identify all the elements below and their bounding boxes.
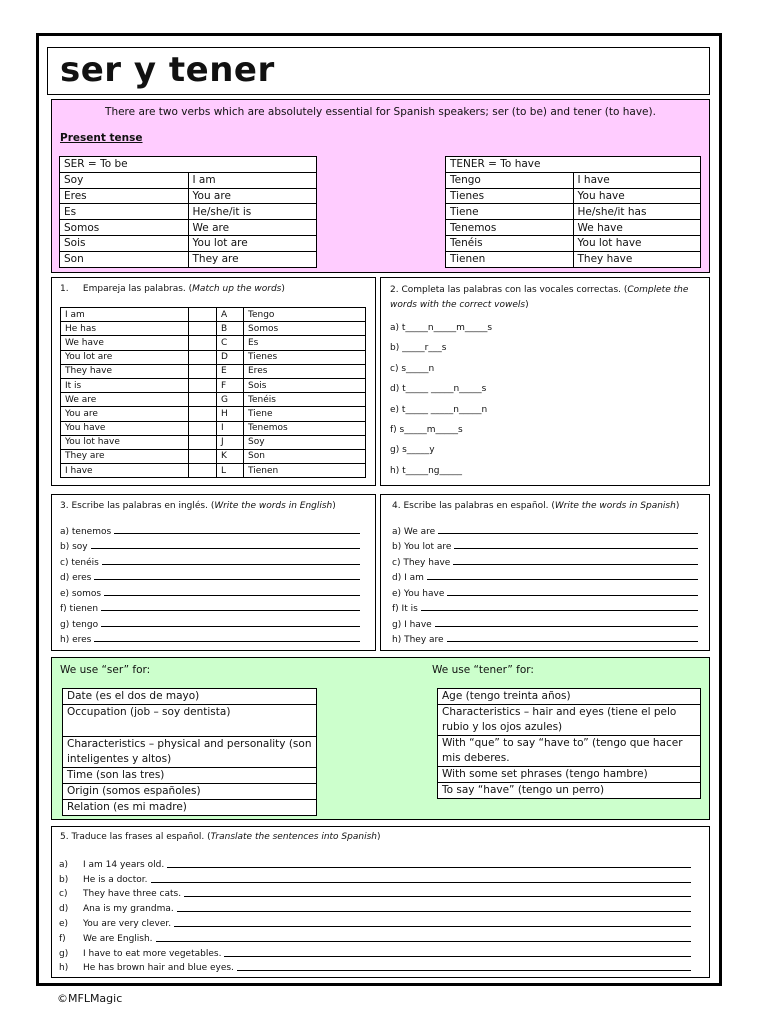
spanish-form: Tenéis	[446, 235, 574, 251]
prompt-label: b) You lot are	[392, 542, 452, 552]
list-item[interactable]: h) t_____ng_____	[390, 465, 463, 476]
table-row	[438, 705, 701, 736]
english-phrase: He has	[61, 322, 189, 336]
table-row	[438, 767, 701, 783]
list-item[interactable]: c) s_____n	[390, 363, 435, 374]
sentence: We are English.	[83, 933, 153, 944]
answer-line[interactable]	[94, 579, 360, 580]
english-phrase: You have	[61, 421, 189, 435]
item-key: e)	[59, 918, 69, 929]
sentence: You are very clever.	[83, 918, 172, 929]
table-row	[61, 435, 366, 449]
english-meaning: You lot are	[188, 235, 317, 251]
answer-line[interactable]	[101, 610, 360, 611]
table-row	[446, 188, 701, 204]
prompt-label: a) We are	[392, 526, 436, 537]
list-item[interactable]: f) s_____m_____s	[390, 424, 463, 435]
prompt-label: c) tenéis	[60, 557, 99, 568]
spanish-option: Sois	[244, 378, 366, 392]
spanish-option: Tienes	[244, 350, 366, 364]
table-row	[438, 689, 701, 705]
option-letter: J	[217, 435, 244, 449]
list-item	[59, 899, 691, 914]
present-tense-heading: Present tense	[60, 132, 143, 144]
english-meaning: We are	[188, 220, 317, 236]
answer-box[interactable]	[189, 421, 217, 435]
exercise-1-instructions: 1. Empareja las palabras. (Match up the words)	[60, 284, 285, 294]
list-item	[392, 599, 698, 615]
list-item	[392, 583, 698, 599]
spanish-form: Soy	[60, 172, 189, 188]
list-item[interactable]: a) t_____n_____m_____s	[390, 323, 493, 333]
list-item	[60, 552, 360, 568]
table-row	[63, 784, 317, 800]
answer-line[interactable]	[435, 626, 698, 627]
table-header: SER = To be	[60, 157, 317, 173]
table-row	[61, 350, 366, 364]
list-item	[392, 568, 698, 584]
list-item	[392, 537, 698, 553]
ser-uses-heading: We use “ser” for:	[60, 664, 151, 676]
prompt-label: c) They have	[392, 557, 451, 568]
prompt-label: b) soy	[60, 542, 88, 552]
answer-line[interactable]	[91, 548, 360, 549]
match-up-table	[60, 307, 366, 478]
sentence: He is a doctor.	[83, 874, 148, 885]
spanish-form: Tengo	[446, 172, 574, 188]
list-item[interactable]: e) t_____ _____n_____n	[390, 404, 488, 415]
list-item	[59, 855, 691, 870]
english-phrase: I have	[61, 464, 189, 478]
answer-box[interactable]	[189, 449, 217, 463]
table-row	[61, 322, 366, 336]
item-key: c)	[59, 889, 68, 900]
prompt-label: f) tienen	[60, 604, 99, 614]
answer-box[interactable]	[189, 322, 217, 336]
list-item	[392, 614, 698, 630]
option-letter: F	[217, 378, 244, 392]
sentence: Ana is my grandma.	[83, 904, 174, 915]
answer-box[interactable]	[189, 464, 217, 478]
option-letter: E	[217, 364, 244, 378]
table-row	[63, 768, 317, 784]
list-item	[60, 521, 360, 537]
option-letter: K	[217, 449, 244, 463]
prompt-label: d) eres	[60, 573, 92, 583]
tener-uses-table	[437, 688, 701, 799]
use-item: Age (tengo treinta años)	[438, 689, 701, 705]
table-row	[60, 188, 317, 204]
option-letter: G	[217, 393, 244, 407]
exercise-3-box	[51, 494, 376, 651]
exercise-3-instructions: 3. Escribe las palabras en inglés. (Write the words in English)	[60, 501, 336, 511]
answer-line[interactable]	[114, 533, 360, 534]
list-item[interactable]: b) _____r___s	[390, 343, 447, 354]
english-meaning: I have	[573, 172, 701, 188]
use-item: Origin (somos españoles)	[63, 784, 317, 800]
spanish-option: Tengo	[244, 308, 366, 322]
option-letter: C	[217, 336, 244, 350]
sentence: They have three cats.	[83, 889, 182, 900]
answer-box[interactable]	[189, 336, 217, 350]
page-title: ser y tener	[60, 50, 275, 90]
table-row	[446, 251, 701, 267]
ser-conjugation-table	[59, 156, 317, 268]
spanish-option: Tenemos	[244, 421, 366, 435]
exercise-4-box	[380, 494, 710, 651]
answer-line[interactable]	[184, 896, 691, 897]
use-item: Characteristics – hair and eyes (tiene el pelo rubio y los ojos azules)	[438, 705, 701, 736]
item-key: b)	[59, 874, 69, 885]
english-phrase: It is	[61, 378, 189, 392]
table-row	[61, 378, 366, 392]
english-phrase: We have	[61, 336, 189, 350]
english-meaning: He/she/it is	[188, 204, 317, 220]
table-row	[63, 689, 317, 705]
english-phrase: They have	[61, 364, 189, 378]
answer-line[interactable]	[427, 579, 698, 580]
list-item[interactable]: g) s_____y	[390, 445, 435, 456]
spanish-form: Tienes	[446, 188, 574, 204]
option-letter: L	[217, 464, 244, 478]
item-key: g)	[59, 948, 69, 959]
answer-line[interactable]	[454, 548, 698, 549]
use-item: With some set phrases (tengo hambre)	[438, 767, 701, 783]
answer-line[interactable]	[174, 926, 691, 927]
prompt-label: e) You have	[392, 588, 445, 599]
list-item	[60, 583, 360, 599]
spanish-form: Tienen	[446, 251, 574, 267]
spanish-form: Sois	[60, 235, 189, 251]
title-box	[47, 47, 710, 95]
item-key: h)	[59, 963, 69, 974]
spanish-form: Son	[60, 251, 189, 267]
use-item: Date (es el dos de mayo)	[63, 689, 317, 705]
list-item	[60, 568, 360, 584]
table-row	[446, 204, 701, 220]
copyright: ©MFLMagic	[57, 992, 123, 1005]
english-meaning: You lot have	[573, 235, 701, 251]
english-meaning: They are	[188, 251, 317, 267]
answer-line[interactable]	[421, 610, 698, 611]
spanish-form: Es	[60, 204, 189, 220]
use-item: With “que” to say “have to” (tengo que hacer mis deberes.	[438, 736, 701, 767]
table-row	[446, 220, 701, 236]
exercise-2-box	[380, 277, 710, 486]
tener-conjugation-table	[445, 156, 701, 268]
list-item	[59, 870, 691, 885]
list-item	[60, 630, 360, 646]
sentence: I am 14 years old.	[83, 859, 165, 870]
option-letter: I	[217, 421, 244, 435]
table-header: TENER = To have	[446, 157, 701, 173]
table-header-row	[60, 157, 317, 173]
table-row	[438, 736, 701, 767]
english-meaning: They have	[573, 251, 701, 267]
item-key: f)	[59, 933, 66, 944]
prompt-label: h) eres	[60, 635, 92, 645]
answer-line[interactable]	[101, 626, 360, 627]
answer-box[interactable]	[189, 308, 217, 322]
prompt-label: g) I have	[392, 619, 432, 630]
answer-line[interactable]	[102, 564, 360, 565]
spanish-form: Eres	[60, 188, 189, 204]
exercise-2-instructions: 2. Completa las palabras con las vocales correctas. (Complete the words with the correct vowels)	[390, 285, 689, 310]
list-item	[392, 552, 698, 568]
tener-uses-heading: We use “tener” for:	[432, 664, 534, 676]
list-item	[392, 521, 698, 537]
table-row	[61, 308, 366, 322]
table-header-row	[446, 157, 701, 173]
spanish-answer-list	[392, 521, 698, 645]
answer-line[interactable]	[447, 595, 698, 596]
english-phrase: They are	[61, 449, 189, 463]
english-phrase: I am	[61, 308, 189, 322]
answer-line[interactable]	[224, 956, 691, 957]
use-item: Relation (es mi madre)	[63, 800, 317, 816]
list-item	[59, 944, 691, 959]
spanish-option: Soy	[244, 435, 366, 449]
answer-box[interactable]	[189, 378, 217, 392]
use-item: Characteristics – physical and personality (son inteligentes y altos)	[63, 737, 317, 768]
answer-line[interactable]	[237, 970, 691, 971]
table-row	[61, 449, 366, 463]
list-item	[60, 599, 360, 615]
list-item	[60, 537, 360, 553]
answer-line[interactable]	[447, 641, 698, 642]
item-key: d)	[59, 904, 69, 915]
exercise-5-instructions: 5. Traduce las frases al español. (Translate the sentences into Spanish)	[60, 832, 381, 842]
exercise-4-instructions: 4. Escribe las palabras en español. (Write the words in Spanish)	[392, 501, 680, 511]
intro-text: There are two verbs which are absolutely essential for Spanish speakers; ser (to be) and tener (to have).	[105, 106, 656, 118]
item-key: a)	[59, 859, 69, 870]
english-meaning: You are	[188, 188, 317, 204]
answer-line[interactable]	[177, 911, 691, 912]
english-meaning: You have	[573, 188, 701, 204]
spanish-option: Tenéis	[244, 393, 366, 407]
english-answer-list	[60, 521, 360, 645]
list-item	[60, 614, 360, 630]
table-row	[61, 464, 366, 478]
sentence: He has brown hair and blue eyes.	[83, 963, 234, 974]
list-item	[392, 630, 698, 646]
answer-line[interactable]	[453, 564, 698, 565]
option-letter: D	[217, 350, 244, 364]
answer-box[interactable]	[189, 393, 217, 407]
answer-line[interactable]	[104, 595, 360, 596]
prompt-label: a) tenemos	[60, 526, 112, 537]
table-row	[60, 172, 317, 188]
english-phrase: We are	[61, 393, 189, 407]
table-row	[61, 421, 366, 435]
english-meaning: We have	[573, 220, 701, 236]
table-row	[446, 172, 701, 188]
table-row	[61, 336, 366, 350]
answer-box[interactable]	[189, 364, 217, 378]
prompt-label: h) They are	[392, 635, 444, 645]
use-item: Time (son las tres)	[63, 768, 317, 784]
table-row	[60, 235, 317, 251]
spanish-option: Son	[244, 449, 366, 463]
answer-line[interactable]	[438, 533, 698, 534]
english-meaning: He/she/it has	[573, 204, 701, 220]
answer-box[interactable]	[189, 350, 217, 364]
table-row	[60, 220, 317, 236]
spanish-option: Eres	[244, 364, 366, 378]
list-item	[59, 959, 691, 974]
english-phrase: You lot have	[61, 435, 189, 449]
spanish-form: Somos	[60, 220, 189, 236]
table-row	[446, 235, 701, 251]
answer-line[interactable]	[167, 867, 691, 868]
table-row	[63, 705, 317, 737]
answer-line[interactable]	[94, 641, 360, 642]
prompt-label: g) tengo	[60, 619, 99, 630]
answer-box[interactable]	[189, 435, 217, 449]
option-letter: H	[217, 407, 244, 421]
spanish-option: Somos	[244, 322, 366, 336]
english-phrase: You are	[61, 407, 189, 421]
list-item	[59, 929, 691, 944]
use-item: Occupation (job – soy dentista)	[63, 705, 317, 737]
table-row	[63, 800, 317, 816]
prompt-label: f) It is	[392, 604, 418, 614]
sentence: I have to eat more vegetables.	[83, 948, 222, 959]
prompt-label: e) somos	[60, 588, 102, 599]
english-meaning: I am	[188, 172, 317, 188]
spanish-option: Tiene	[244, 407, 366, 421]
table-row	[63, 737, 317, 768]
table-row	[60, 204, 317, 220]
vowel-gap-list	[390, 323, 492, 486]
answer-line[interactable]	[156, 941, 691, 942]
list-item[interactable]: d) t_____ _____n_____s	[390, 384, 487, 395]
answer-box[interactable]	[189, 407, 217, 421]
translation-list	[59, 855, 691, 973]
spanish-form: Tiene	[446, 204, 574, 220]
list-item	[59, 914, 691, 929]
ser-uses-table	[62, 688, 317, 816]
spanish-option: Es	[244, 336, 366, 350]
spanish-form: Tenemos	[446, 220, 574, 236]
option-letter: B	[217, 322, 244, 336]
table-row	[60, 251, 317, 267]
spanish-option: Tienen	[244, 464, 366, 478]
english-phrase: You lot are	[61, 350, 189, 364]
list-item	[59, 885, 691, 900]
use-item: To say “have” (tengo un perro)	[438, 783, 701, 799]
option-letter: A	[217, 308, 244, 322]
answer-line[interactable]	[151, 882, 691, 883]
table-row	[61, 393, 366, 407]
prompt-label: d) I am	[392, 573, 424, 583]
table-row	[61, 364, 366, 378]
table-row	[438, 783, 701, 799]
table-row	[61, 407, 366, 421]
